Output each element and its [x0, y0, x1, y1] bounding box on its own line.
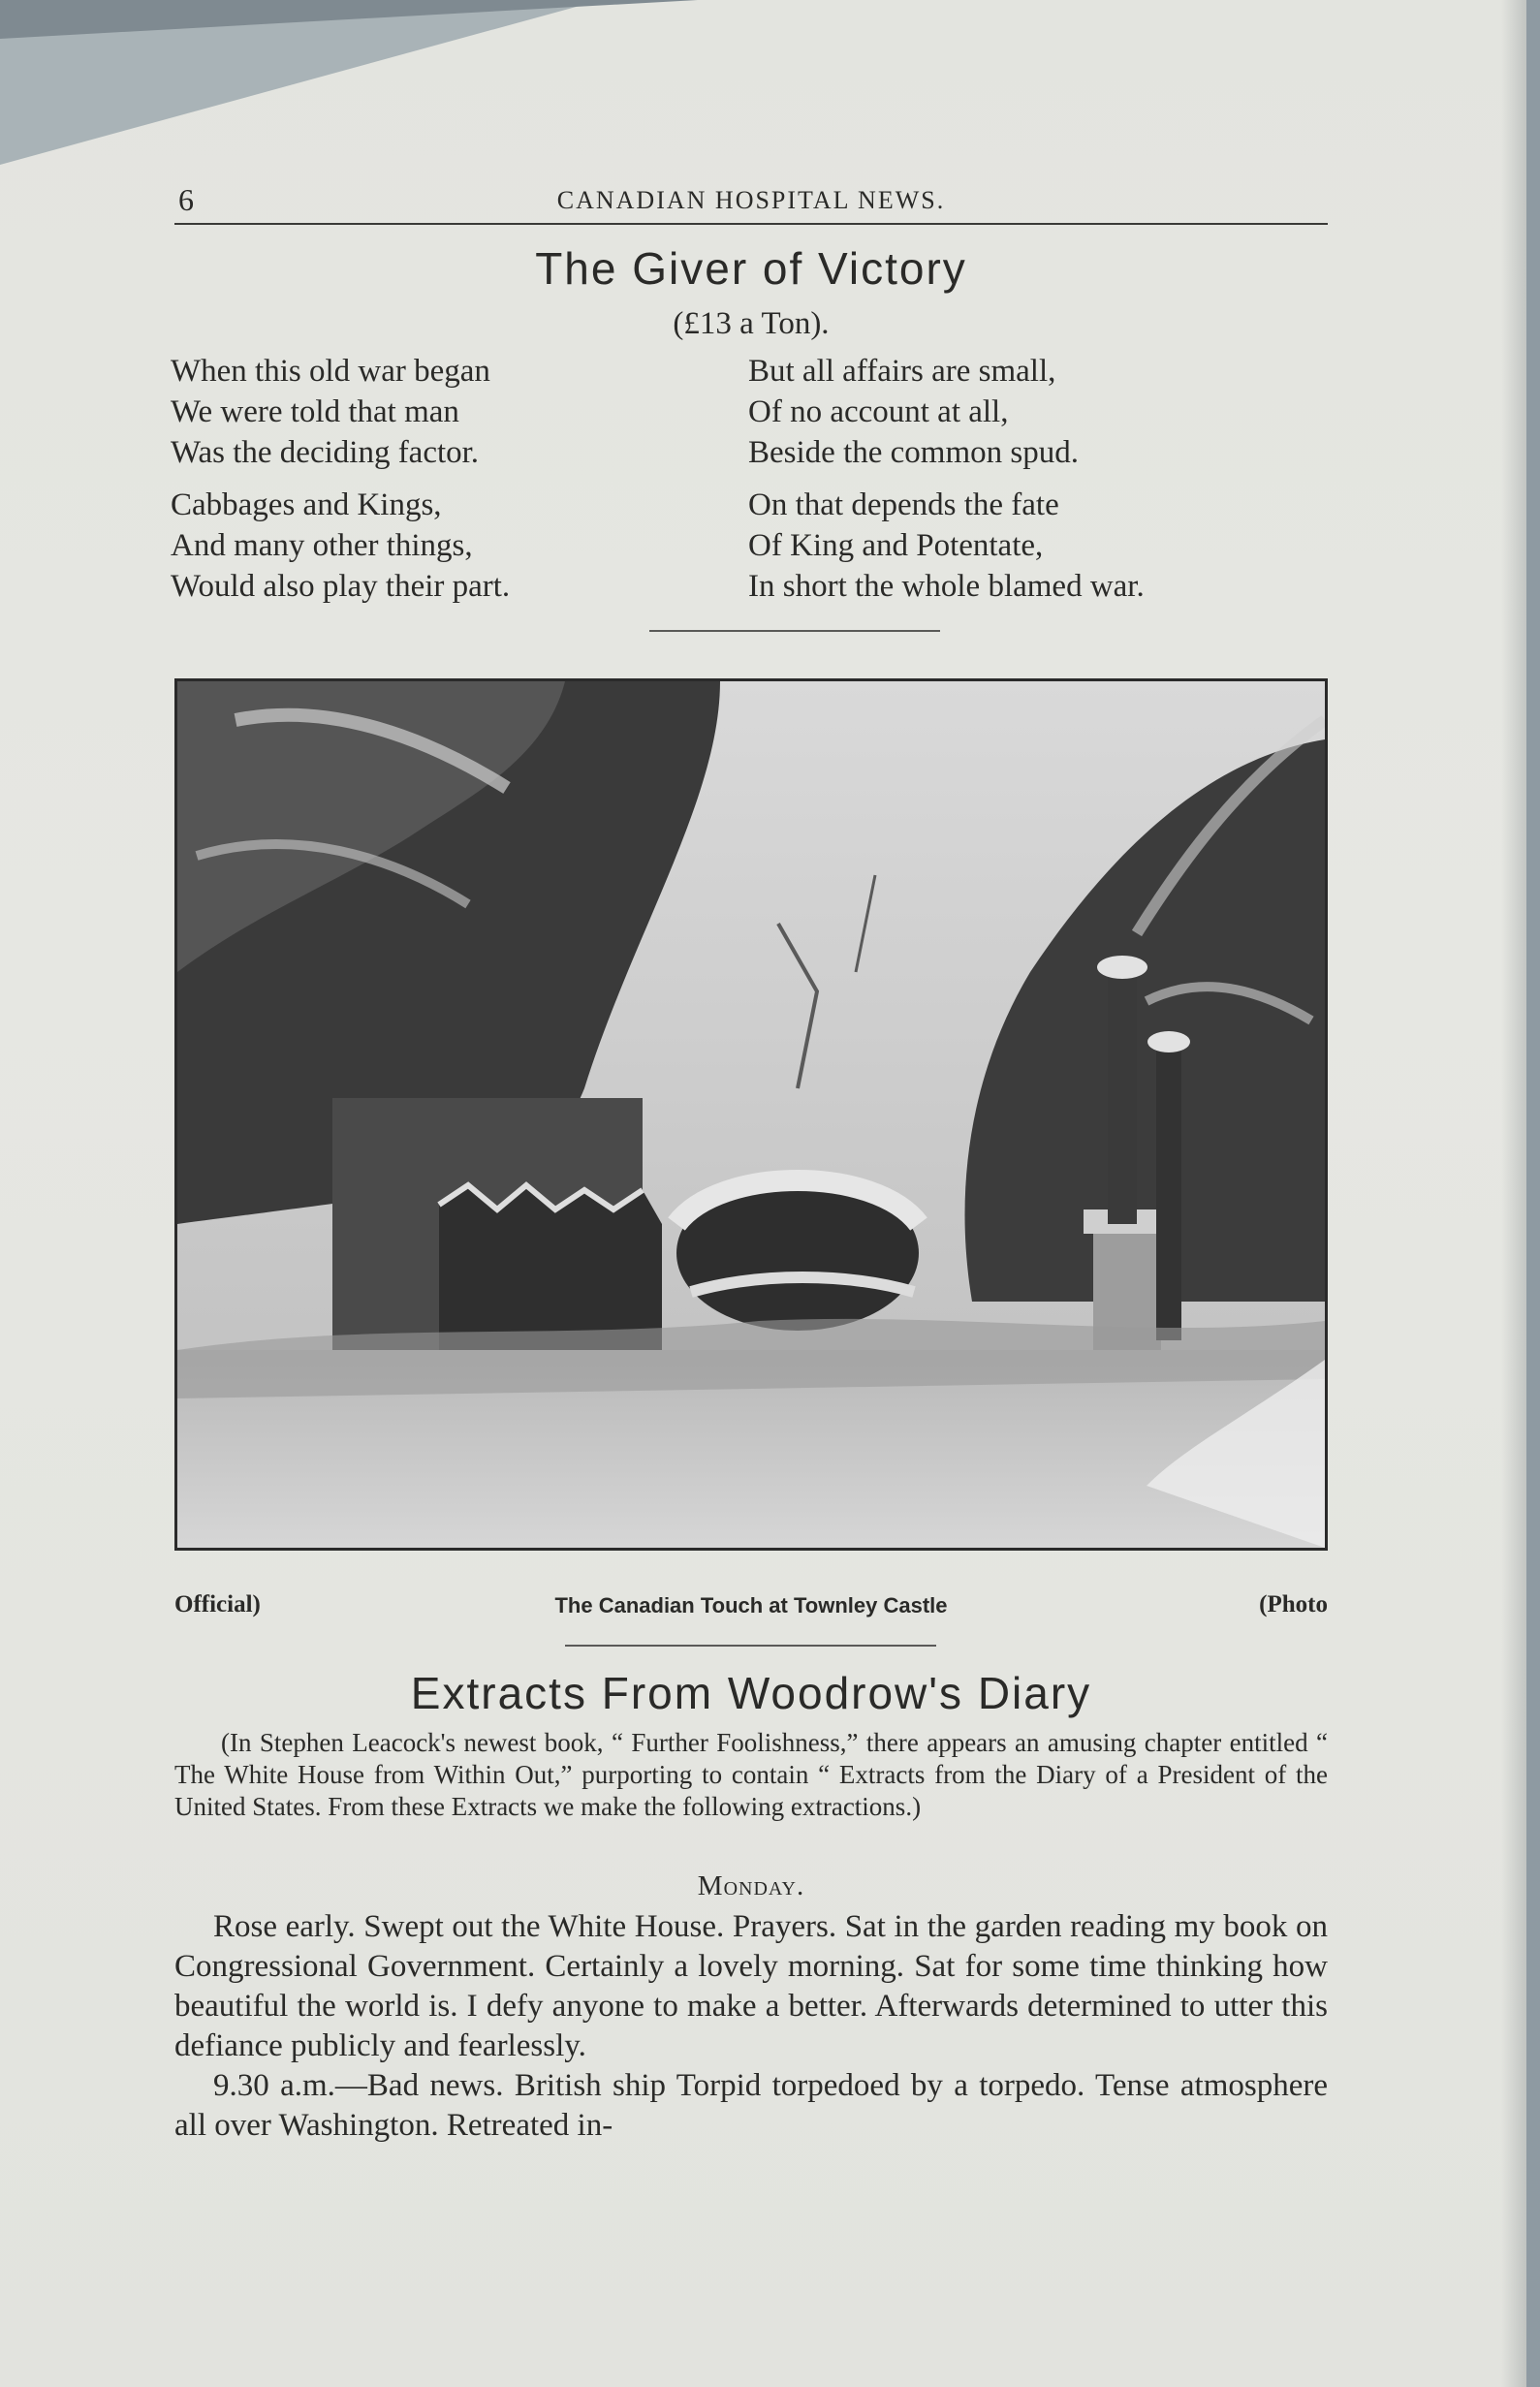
- poem-line: And many other things,: [171, 528, 473, 563]
- poem-stanza: [171, 351, 510, 473]
- poem-line: Cabbages and Kings,: [171, 487, 442, 522]
- article-body: [174, 1907, 1328, 2146]
- poem-line: Of King and Potentate,: [748, 528, 1044, 563]
- poem-line: When this old war began: [171, 354, 490, 389]
- poem-line: Of no account at all,: [748, 394, 1009, 429]
- poem-line: We were told that man: [171, 394, 459, 429]
- section-divider: [649, 630, 940, 632]
- poem-line: Would also play their part.: [171, 569, 511, 604]
- article-intro: (In Stephen Leacock's newest book, “ Further Foolishness,” there appears an amusing chapter entitled “ The White House from Within Out,” purporting to contain “ Extracts from the Diary of a President of the United States. From these Extracts we make the following extractions.): [174, 1728, 1328, 1821]
- body-paragraph: Rose early. Swept out the White House. Prayers. Sat in the garden reading my book on Congressional Government. Certainly a lovely morning. Sat for some time thinking how beautiful the world is. I defy anyone to make a better. Afterwards determined to utter this defiance publicly and fearlessly.: [174, 1909, 1328, 2063]
- poem-title: The Giver of Victory: [535, 243, 967, 294]
- poem-line: Was the deciding factor.: [171, 435, 480, 470]
- page-number: 6: [178, 182, 194, 217]
- photo-caption: [174, 1589, 1328, 1624]
- poem-subtitle: (£13 a Ton).: [673, 306, 830, 341]
- running-head: CANADIAN HOSPITAL NEWS.: [556, 186, 946, 214]
- poem-stanza: [748, 485, 1145, 607]
- photograph: [174, 678, 1328, 1551]
- day-heading: Monday.: [697, 1870, 805, 1901]
- caption-credit-right: (Photo: [1259, 1591, 1328, 1618]
- poem-left-column: [171, 351, 510, 607]
- page-edge: [1501, 0, 1526, 2387]
- poem-right-column: [748, 351, 1145, 607]
- article-title: Extracts From Woodrow's Diary: [410, 1668, 1092, 1718]
- page-header: [174, 174, 1328, 225]
- folded-corner-shadow: [0, 0, 698, 39]
- poem-line: On that depends the fate: [748, 487, 1059, 522]
- body-paragraph: 9.30 a.m.—Bad news. British ship Torpid torpedoed by a torpedo. Tense atmosphere all over Washington. Retreated in-: [174, 2068, 1328, 2143]
- snowy-garden-photo: [177, 681, 1325, 1548]
- section-divider: [565, 1645, 936, 1647]
- caption-title: The Canadian Touch at Townley Castle: [554, 1593, 948, 1618]
- caption-credit-left: Official): [174, 1591, 261, 1618]
- poem-stanza: [171, 485, 510, 607]
- poem-line: But all affairs are small,: [748, 354, 1056, 389]
- poem-stanza: [748, 351, 1145, 473]
- poem-line: In short the whole blamed war.: [748, 569, 1145, 604]
- poem-line: Beside the common spud.: [748, 435, 1079, 470]
